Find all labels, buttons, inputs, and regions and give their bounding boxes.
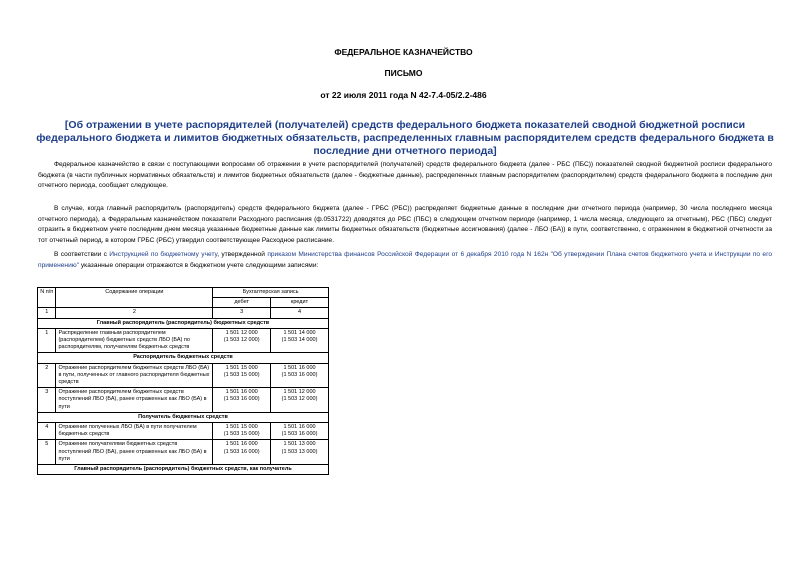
operation-description: Распределение главным распорядителем (распорядителем) бюджетных средств ЛБО (БА) по распорядителям, получателям бюджетных средств: [56, 328, 213, 353]
index-cell: 4: [271, 308, 329, 318]
debit-account: 1 501 15 000 (1 503 15 000): [213, 423, 271, 440]
paragraph-instruction: [38, 250, 772, 271]
document-title: [Об отражении в учете распорядителей (получателей) средств федерального бюджета показателей сводной бюджетной росписи федерального бюджета и лимитов бюджетных обязательств, распределенных главным распорядителем средств федерального бюджета в последние дни отчетного периода]: [36, 119, 774, 157]
row-number: 2: [38, 363, 56, 388]
paragraph-intro: Федеральное казначейство в связи с поступающими вопросами об отражении в учете распорядителей (получателей) средств федерального бюджета (далее - РБС (ПБС)) показателей сводной бюджетной росписи федерального бюджета (в части публичных нормативных обязательств) и лимитов бюджетных обязательств (далее - бюджетные данные), распределенных главным распорядителем (распорядителем) средств федерального бюджета в последние дни отчетного периода, сообщает следующее.: [38, 161, 772, 189]
operation-description: Отражение распорядителем бюджетных средств ЛБО (БА) в пути, полученных от главного распорядителя бюджетных средств: [56, 363, 213, 388]
header-accounting-entry: Бухгалтерская запись: [213, 288, 329, 298]
credit-account: 1 501 16 000 (1 503 16 000): [271, 363, 329, 388]
section-row: [38, 412, 329, 422]
paragraph-case: В случае, когда главный распорядитель (распорядитель) средств федерального бюджета (далее - ГРБС (РБС)) распределяет бюджетные данные в последние дни отчетного периода (например, 30 числа последнего месяца отчетного периода), а Федеральным казначейством показатели Расходного расписания (ф.0531722) доводятся до РБС (ПБС) в следующем отчетном периоде (например, 1 числа месяца, следующего за отчетным), РБС (ПБС) следует отразить в бюджетном учете последним днем месяца указанные бюджетные данные как лимиты бюджетных обязательств (бюджетные ассигнования) (далее - ЛБО (БА)) в пути, соответственно, с отражением в бюджетной отчетности за тот отчетный период, в котором ГРБС (РБС) утвердил соответствующее Расходное расписание.: [38, 205, 772, 244]
credit-account: 1 501 16 000 (1 503 16 000): [271, 423, 329, 440]
row-number: 1: [38, 328, 56, 353]
section-title: Главный распорядитель (распорядитель) бюджетных средств: [38, 318, 329, 328]
instruction-link[interactable]: Инструкцией по бюджетному учету: [109, 251, 218, 258]
credit-account: 1 501 14 000 (1 503 14 000): [271, 328, 329, 353]
paragraph-instruction-text-a: В соответствии с: [54, 251, 110, 258]
section-title: Распорядитель бюджетных средств: [38, 353, 329, 363]
operation-description: Отражение получателями бюджетных средств поступлений ЛБО (БА), ранее отраженных как ЛБО (БА) в пути: [56, 440, 213, 465]
table-index-row: [38, 308, 329, 318]
organization-heading: ФЕДЕРАЛЬНОЕ КАЗНАЧЕЙСТВО: [334, 47, 473, 57]
section-row: [38, 465, 329, 475]
accounting-entries-table: [37, 287, 329, 475]
index-cell: 3: [213, 308, 271, 318]
paragraph-instruction-text-c: указанные операции отражаются в бюджетном учете следующими записями:: [79, 261, 319, 269]
section-row: [38, 353, 329, 363]
table-row: [38, 388, 329, 413]
operation-description: Отражение распорядителем бюджетных средств поступлений ЛБО (БА), ранее отраженных как ЛБО (БА) в пути: [56, 388, 213, 413]
index-cell: 1: [38, 308, 56, 318]
row-number: 5: [38, 440, 56, 465]
header-number: N п/п: [38, 288, 56, 308]
header-debit: дебет: [213, 298, 271, 308]
section-title: Главный распорядитель (распорядитель) бюджетных средств, как получатель: [38, 465, 329, 475]
order-link[interactable]: приказом Министерства финансов Российской Федерации от 6 декабря 2010 года N 162н "Об утверждении Плана счетов бюджетного учета и Инструкции по его применению": [38, 251, 773, 269]
debit-account: 1 501 12 000 (1 503 12 000): [213, 328, 271, 353]
header-operation: Содержание операции: [56, 288, 213, 308]
document-type-heading: ПИСЬМО: [384, 68, 423, 78]
row-number: 4: [38, 423, 56, 440]
table-row: [38, 423, 329, 440]
credit-account: 1 501 12 000 (1 503 12 000): [271, 388, 329, 413]
document-date-number: от 22 июля 2011 года N 42-7.4-05/2.2-486: [320, 90, 487, 100]
paragraph-instruction-text-b: , утвержденной: [217, 251, 268, 258]
table-row: [38, 328, 329, 353]
debit-account: 1 501 16 000 (1 503 16 000): [213, 440, 271, 465]
index-cell: 2: [56, 308, 213, 318]
header-credit: кредит: [271, 298, 329, 308]
table-row: [38, 363, 329, 388]
debit-account: 1 501 16 000 (1 503 16 000): [213, 388, 271, 413]
row-number: 3: [38, 388, 56, 413]
section-row: [38, 318, 329, 328]
table-header-row: [38, 288, 329, 298]
operation-description: Отражение полученных ЛБО (БА) в пути получателем бюджетных средств: [56, 423, 213, 440]
credit-account: 1 501 13 000 (1 503 13 000): [271, 440, 329, 465]
debit-account: 1 501 15 000 (1 503 15 000): [213, 363, 271, 388]
table-row: [38, 440, 329, 465]
section-title: Получатель бюджетных средств: [38, 412, 329, 422]
